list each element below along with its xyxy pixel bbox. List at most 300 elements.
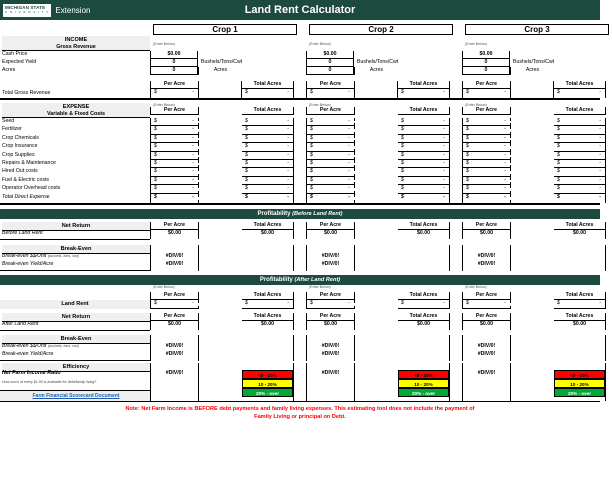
crop-1-expense-per-acre-input[interactable] (150, 135, 198, 143)
crop-2-after-be-yield (306, 351, 456, 360)
expense-row (0, 126, 600, 134)
before-breakeven-unit-label (0, 253, 150, 261)
crop-2-before-be-yield (306, 261, 456, 270)
crop-2-exp-t-val: - (443, 176, 445, 183)
crop-3-exp-pa-val: - (504, 168, 506, 175)
after-breakeven-head-row (0, 335, 600, 343)
crop-2-expense-cell (306, 126, 456, 134)
crop-2-expense-cell (306, 118, 456, 126)
crop-3-title[interactable]: Crop 3 (465, 24, 609, 35)
crop-3-exp-pa-cur: $ (466, 159, 469, 166)
crop-2-exp-t-cur: $ (401, 118, 404, 124)
crop-2-expense-per-acre-input[interactable] (306, 118, 354, 126)
crop-1-exp-t-cur: $ (245, 176, 248, 183)
efficiency-head-row (0, 363, 600, 370)
expense-row-label: Crop Insurance (2, 143, 38, 150)
crop-3-exp-t-cur: $ (557, 151, 560, 158)
crop-1-exp-pa-cur: $ (154, 118, 157, 124)
crop-3-exp-t-val: - (599, 176, 601, 183)
crop-1-expense-cell (150, 177, 300, 185)
crop-2-before-be-unit-val: #DIV/0! (306, 253, 354, 261)
crop-2-expected-yield (306, 59, 456, 67)
crop-1-expense-per-acre-input[interactable] (150, 118, 198, 126)
crop-3-before-nr (462, 230, 612, 239)
crop-2-exp-total-head: Total Acres (398, 107, 450, 115)
crop-1-gross-total-val: - (287, 89, 289, 95)
profitability-before-sub: (Before Land Rent) (292, 210, 343, 217)
expense-row (0, 135, 600, 143)
crop-1-yield-input[interactable]: 0 (150, 59, 198, 67)
crop-2-lr-enter (306, 285, 456, 292)
crop-2-gross-head (306, 81, 456, 89)
crop-1-expense-cell (150, 168, 300, 176)
crop-3-after-nr-t: $0.00 (554, 321, 606, 330)
expense-row (0, 177, 600, 185)
crop-3-lr-pa-input[interactable] (462, 300, 510, 309)
crop-1-gross-total-cur: $ (245, 89, 248, 95)
expense-row (0, 152, 600, 160)
crop-2-expense-spacer (354, 126, 398, 134)
crop-2-before-nr-t: $0.00 (398, 230, 450, 239)
crop-1-exp-t-val: - (287, 176, 289, 183)
expense-row (0, 118, 600, 126)
crop-3-exp-t-val: - (599, 168, 601, 175)
crop-3-expense-head (462, 103, 612, 118)
crop-3-lr-enter-below: (Enter Below) (465, 284, 487, 289)
crop-1-exp-pa-val: - (192, 159, 194, 166)
crop-1-gross-values (150, 89, 300, 98)
before-net-return-head-row (0, 222, 600, 230)
land-rent-head-row (0, 292, 600, 300)
crop-2-expense-per-acre-input[interactable] (306, 168, 354, 176)
crop-3-nfi-value: #DIV/0! (462, 370, 510, 379)
crop-3-exp-pa-val: - (504, 118, 506, 124)
crop-3-after-nr-pa-head: Per Acre (462, 313, 510, 321)
crop-3-expense-cell (462, 118, 612, 126)
crop-3-expense-spacer (510, 126, 554, 134)
crop-1-title[interactable]: Crop 1 (153, 24, 297, 35)
crop-3-expense-per-acre-input[interactable] (462, 168, 510, 176)
crop-1-legend-green: 20% - over (242, 388, 293, 397)
crop-3-exp-per-acre-head: Per Acre (462, 107, 510, 115)
profitability-after-band (0, 275, 600, 285)
crop-2-expense-total (398, 152, 450, 160)
crop-2-expense-cell (306, 185, 456, 193)
crop-3-total-expense (462, 194, 612, 203)
crop-1-expense-enter-below: (Enter Below) (153, 103, 175, 107)
expense-subsection-label: Variable & Fixed Costs (2, 111, 150, 118)
crop-2-texp-t-val: - (443, 193, 445, 200)
crop-3-after-nr-t-head: Total Acres (554, 313, 606, 321)
crop-2-before-nr-pa: $0.00 (306, 230, 354, 239)
crop-2-lr-t-head: Total Acres (398, 292, 450, 300)
crop-2-exp-t-val: - (443, 126, 445, 133)
crop-3-expense-per-acre-input[interactable] (462, 177, 510, 185)
crop-2-legend-green: 20% - over (398, 388, 449, 397)
crop-2-expense-per-acre-input[interactable] (306, 143, 354, 151)
crop-2-expense-cell (306, 177, 456, 185)
crop-3-exp-pa-val: - (504, 159, 506, 166)
profitability-after-sub: (After Land Rent) (294, 276, 341, 283)
crop-3-after-be-unit-val: #DIV/0! (462, 343, 510, 351)
crop-2-exp-pa-val: - (348, 151, 350, 158)
crop-3-texp-pa-val: - (504, 193, 506, 200)
crop-2-lr-t-cur: $ (401, 299, 404, 306)
footer-note-line2: Family Living or principal on Debt. (254, 413, 346, 420)
land-rent-label: Land Rent (0, 300, 150, 309)
crop-1-expense-cell (150, 152, 300, 160)
crop-1-lr-t-cur: $ (245, 299, 248, 306)
crop-1-exp-pa-val: - (192, 126, 194, 133)
crop-3-expense-spacer (510, 177, 554, 185)
crop-1-lr-pa-head: Per Acre (150, 292, 198, 300)
crop-3-exp-pa-val: - (504, 185, 506, 192)
crop-1-expense-per-acre-input[interactable] (150, 160, 198, 168)
crop-1-before-be-unit-val: #DIV/0! (150, 253, 198, 261)
crop-2-legend-yellow: 10 - 20% (398, 379, 449, 388)
crop-2-lr-pa-input[interactable] (306, 300, 354, 309)
crop-3-before-nr-t-head: Total Acres (554, 222, 606, 230)
crop-3-expense-per-acre-input[interactable] (462, 126, 510, 134)
efficiency-question-row (0, 379, 600, 390)
crop-1-expense-cell (150, 118, 300, 126)
crop-1-after-be-yield-val: #DIV/0! (150, 351, 198, 360)
crop-1-title-cell (150, 24, 300, 35)
crop-3-lr-t-head: Total Acres (554, 292, 606, 300)
crop-1-texp-t-val: - (287, 193, 289, 200)
crop-3-legend (554, 370, 606, 396)
crop-3-exp-pa-val: - (504, 151, 506, 158)
crop-3-gross-per-acre (462, 89, 510, 98)
crop-1-exp-pa-val: - (192, 118, 194, 124)
crop-1-expense-per-acre-input[interactable] (150, 143, 198, 151)
crop-3-exp-total-head: Total Acres (554, 107, 606, 115)
after-breakeven-yield-label: Break-even Yield/Acre (2, 350, 54, 357)
crop-2-exp-pa-cur: $ (310, 134, 313, 141)
crop-1-expense-per-acre-input[interactable] (150, 126, 198, 134)
before-breakeven-label: Break-Even (2, 245, 150, 254)
crop-1-expense-total (242, 160, 294, 168)
crop-3-before-nr-pa-head: Per Acre (462, 222, 510, 230)
crop-3-yield-input[interactable]: 0 (462, 59, 510, 67)
crop-3-exp-pa-cur: $ (466, 168, 469, 175)
crop-3-exp-t-cur: $ (557, 118, 560, 124)
crop-2-exp-pa-cur: $ (310, 185, 313, 192)
crop-2-yield-input[interactable]: 0 (306, 59, 354, 67)
crop-2-after-nr-pa: $0.00 (306, 321, 354, 330)
crop-1-exp-t-cur: $ (245, 143, 248, 150)
crop-2-exp-pa-cur: $ (310, 118, 313, 124)
crop-3-expense-spacer (510, 185, 554, 193)
crop-2-gross-per-acre-val: - (348, 89, 350, 95)
after-breakeven-unit-row (0, 343, 600, 351)
crop-1-expense-cell (150, 126, 300, 134)
crop-1-expense-per-acre-input[interactable] (150, 168, 198, 176)
crop-2-expense-spacer (354, 160, 398, 168)
crop-3-expense-per-acre-input[interactable] (462, 135, 510, 143)
crop-1-expense-per-acre-input[interactable] (150, 185, 198, 193)
crop-1-exp-t-cur: $ (245, 159, 248, 166)
crop-1-exp-pa-val: - (192, 151, 194, 158)
crop-2-expense-enter-below: (Enter Below) (309, 103, 331, 107)
crop-2-expense-per-acre-input[interactable] (306, 135, 354, 143)
crop-2-expense-head (306, 103, 456, 118)
crop-1-before-be-yield (150, 261, 300, 270)
crop-3-gross-values (462, 89, 612, 98)
crop-2-expense-spacer (354, 135, 398, 143)
crop-1-gross-per-acre-head: Per Acre (150, 81, 198, 89)
gross-revenue-value-row (0, 89, 600, 98)
crop-2-expense-total (398, 168, 450, 176)
crop-1-lr-pa-val: - (192, 299, 194, 306)
crop-2-exp-t-val: - (443, 159, 445, 166)
crop-3-before-be-unit-val: #DIV/0! (462, 253, 510, 261)
crop-3-lr-pa-val: - (504, 299, 506, 306)
crop-2-after-nr-head (306, 313, 456, 321)
crop-1-after-be-unit-val: #DIV/0! (150, 343, 198, 351)
crop-1-expense-total (242, 135, 294, 143)
nfi-ratio-label: Net Farm Income Ratio (2, 369, 61, 376)
crop-1-exp-t-val: - (287, 143, 289, 150)
crop-2-total-expense (306, 194, 456, 203)
crop-1-exp-pa-val: - (192, 143, 194, 150)
crop-3-after-be-yield-val: #DIV/0! (462, 351, 510, 360)
crop-3-expense-spacer (510, 143, 554, 151)
crop-3-expense-per-acre-input[interactable] (462, 185, 510, 193)
crop-3-gross-per-acre-val: - (504, 89, 506, 95)
crop-1-expense-spacer (198, 126, 242, 134)
crop-3-lr-pa-head: Per Acre (462, 292, 510, 300)
crop-2-cash-price (306, 51, 456, 59)
expense-row-label: Crop Supplies (2, 151, 35, 158)
crop-2-income-head (306, 36, 456, 51)
crop-3-acres-input[interactable]: 0 (462, 67, 510, 75)
crop-2-exp-t-cur: $ (401, 159, 404, 166)
before-breakeven-unit-row (0, 253, 600, 261)
crop-2-expense-spacer (354, 143, 398, 151)
crop-2-legend (398, 370, 450, 396)
crop-1-exp-pa-cur: $ (154, 151, 157, 158)
crop-3-texp-t-cur: $ (557, 193, 560, 200)
crop-2-after-nr (306, 321, 456, 330)
crop-3-land-rent (462, 300, 612, 309)
crop-1-expense-head (150, 103, 300, 118)
expense-row-label: Operator Overhead costs (2, 185, 61, 192)
crop-3-exp-pa-cur: $ (466, 176, 469, 183)
crop-2-enter-below: (Enter Below) (309, 42, 331, 46)
total-direct-expense-label: Total Direct Expense (2, 193, 50, 200)
crop-2-gross-per-acre-cur: $ (310, 89, 313, 95)
before-breakeven-yield-label: Break-even Yield/Acre (2, 260, 54, 267)
crop-3-gross-total-head: Total Acres (554, 81, 606, 89)
after-land-rent-label: After Land Rent (2, 320, 39, 327)
crop-3-expense-cell (462, 152, 612, 160)
footer-note (0, 402, 600, 421)
after-breakeven-unit-label (0, 343, 150, 351)
crop-2-acres-unit: Acres (354, 67, 398, 75)
crop-1-expense-total (242, 177, 294, 185)
crop-3-lr-enter (462, 285, 612, 292)
crop-1-cash-price-input[interactable]: $0.00 (150, 51, 198, 59)
crop-2-expense-total (398, 118, 450, 126)
expense-row (0, 168, 600, 176)
crop-3-expense-cell (462, 160, 612, 168)
crop-2-expense-per-acre-input[interactable] (306, 152, 354, 160)
crop-2-exp-pa-val: - (348, 126, 350, 133)
crop-1-after-nr-t: $0.00 (242, 321, 294, 330)
crop-1-expense-cell (150, 135, 300, 143)
crop-2-texp-total (398, 194, 450, 203)
cash-price-label: Cash Price (2, 51, 28, 57)
crop-1-expense-per-acre-input[interactable] (150, 177, 198, 185)
crop-2-efficiency (306, 369, 456, 396)
crop-1-exp-t-cur: $ (245, 168, 248, 175)
crop-1-expense-per-acre-input[interactable] (150, 152, 198, 160)
crop-1-enter-below: (Enter Below) (153, 42, 175, 46)
crop-2-gross-total (398, 89, 450, 98)
crop-3-before-nr-pa: $0.00 (462, 230, 510, 239)
crop-1-acres (150, 67, 300, 75)
crop-3-expense-per-acre-input[interactable] (462, 160, 510, 168)
crop-2-expense-spacer (354, 118, 398, 126)
crop-3-exp-pa-cur: $ (466, 118, 469, 124)
crop-1-units-label: Bushels/Tons/Cwt (201, 59, 243, 65)
crop-3-expense-spacer (510, 168, 554, 176)
crop-3-exp-t-cur: $ (557, 159, 560, 166)
crop-2-exp-pa-val: - (348, 159, 350, 166)
crop-3-expense-spacer (510, 160, 554, 168)
crop-1-lr-t-val: - (287, 299, 289, 306)
crop-1-acres-unit: Acres (198, 67, 242, 75)
crop-1-exp-pa-val: - (192, 176, 194, 183)
crop-3-expense-total (554, 135, 606, 143)
crop-2-exp-t-val: - (443, 168, 445, 175)
crop-2-expense-per-acre-input[interactable] (306, 160, 354, 168)
crop-1-exp-t-cur: $ (245, 185, 248, 192)
crop-2-expense-per-acre-input[interactable] (306, 126, 354, 134)
crop-2-lr-t (398, 300, 450, 309)
crop-3-texp-total (554, 194, 606, 203)
crop-1-exp-pa-cur: $ (154, 185, 157, 192)
crop-2-after-nr-pa-head: Per Acre (306, 313, 354, 321)
crop-1-expense-total (242, 126, 294, 134)
crop-2-cash-price-input[interactable]: $0.00 (306, 51, 354, 59)
after-be-unit-text: Break-even $$/Unit (2, 342, 47, 349)
crop-1-before-nr-pa: $0.00 (150, 230, 198, 239)
crop-3-exp-pa-val: - (504, 176, 506, 183)
crop-1-exp-pa-val: - (192, 134, 194, 141)
crop-1-exp-pa-val: - (192, 168, 194, 175)
crop-3-after-nr-pa: $0.00 (462, 321, 510, 330)
crop-1-after-nr-pa-head: Per Acre (150, 313, 198, 321)
crop-1-before-be-yield-val: #DIV/0! (150, 261, 198, 270)
crop-2-expense-total (398, 185, 450, 193)
crop-1-acres-input[interactable]: 0 (150, 67, 198, 75)
total-direct-expense-row (0, 194, 600, 203)
crop-3-cash-price-input[interactable]: $0.00 (462, 51, 510, 59)
crop-3-expense-total (554, 126, 606, 134)
crop-3-expense-total (554, 160, 606, 168)
crop-2-acres-input[interactable]: 0 (306, 67, 354, 75)
crop-2-exp-t-val: - (443, 143, 445, 150)
crop-3-exp-t-cur: $ (557, 143, 560, 150)
crop-3-exp-t-cur: $ (557, 185, 560, 192)
crop-2-title[interactable]: Crop 2 (309, 24, 453, 35)
crop-1-lr-pa-input[interactable] (150, 300, 198, 309)
app-header (0, 0, 600, 20)
crop-1-expense-spacer (198, 118, 242, 126)
crop-3-lr-pa-cur: $ (466, 299, 469, 306)
crop-1-exp-t-cur: $ (245, 151, 248, 158)
crop-2-texp-t-cur: $ (401, 193, 404, 200)
crop-2-gross-per-acre (306, 89, 354, 98)
crop-2-exp-pa-cur: $ (310, 126, 313, 133)
after-net-return-row (0, 321, 600, 330)
crop-1-expense-spacer (198, 152, 242, 160)
crop-3-expense-per-acre-input[interactable] (462, 143, 510, 151)
crop-3-before-nr-t: $0.00 (554, 230, 606, 239)
crop-3-expense-per-acre-input[interactable] (462, 152, 510, 160)
crop-3-exp-pa-cur: $ (466, 134, 469, 141)
crop-3-gross-total-cur: $ (557, 89, 560, 95)
crop-2-expense-total (398, 126, 450, 134)
crop-3-expense-total (554, 177, 606, 185)
crop-3-exp-pa-cur: $ (466, 143, 469, 150)
expense-rows (0, 118, 600, 194)
total-gross-revenue-label: Total Gross Revenue (2, 90, 51, 96)
crop-2-legend-red: <0 - 10% (398, 370, 449, 379)
profitability-before-band (0, 209, 600, 219)
crop-2-exp-pa-cur: $ (310, 143, 313, 150)
crop-2-lr-head (306, 292, 456, 300)
crop-3-before-be-yield-val: #DIV/0! (462, 261, 510, 270)
expected-yield-label: Expected Yield (2, 59, 37, 65)
crop-1-expense-spacer (198, 177, 242, 185)
crop-1-gross-per-acre (150, 89, 198, 98)
crop-3-expense-total (554, 152, 606, 160)
crop-1-expense-spacer (198, 185, 242, 193)
crop-2-expense-per-acre-input[interactable] (306, 185, 354, 193)
crop-3-title-cell (462, 24, 612, 35)
land-rent-value-row (0, 300, 600, 309)
crop-3-expense-total (554, 118, 606, 126)
crop-1-lr-head (150, 292, 300, 300)
scorecard-link-cell[interactable] (0, 391, 150, 401)
footer-link-row (0, 391, 600, 401)
crop-3-expense-per-acre-input[interactable] (462, 118, 510, 126)
crop-1-nfi-value: #DIV/0! (150, 370, 198, 379)
expense-row-label: Fertilizer (2, 126, 22, 133)
expense-row (0, 160, 600, 168)
crop-1-legend (242, 370, 294, 396)
before-be-unit-text: Break-even $$/Unit (2, 252, 47, 259)
crop-1-land-rent (150, 300, 300, 309)
crop-1-before-nr (150, 230, 300, 239)
crop-2-gross-total-cur: $ (401, 89, 404, 95)
crop-3-income-head (462, 36, 612, 51)
crop-3-expense-spacer (510, 152, 554, 160)
expense-row (0, 143, 600, 151)
crop-1-exp-t-val: - (287, 185, 289, 192)
crop-2-expense-per-acre-input[interactable] (306, 177, 354, 185)
crop-3-exp-pa-val: - (504, 134, 506, 141)
crop-2-after-nr-t-head: Total Acres (398, 313, 450, 321)
farm-financial-scorecard-link[interactable]: Farm Financial Scorecard Document (32, 392, 120, 399)
crop-2-acres (306, 67, 456, 75)
crop-3-lr-t (554, 300, 606, 309)
crop-1-exp-t-val: - (287, 159, 289, 166)
crop-1-lr-t-head: Total Acres (242, 292, 294, 300)
